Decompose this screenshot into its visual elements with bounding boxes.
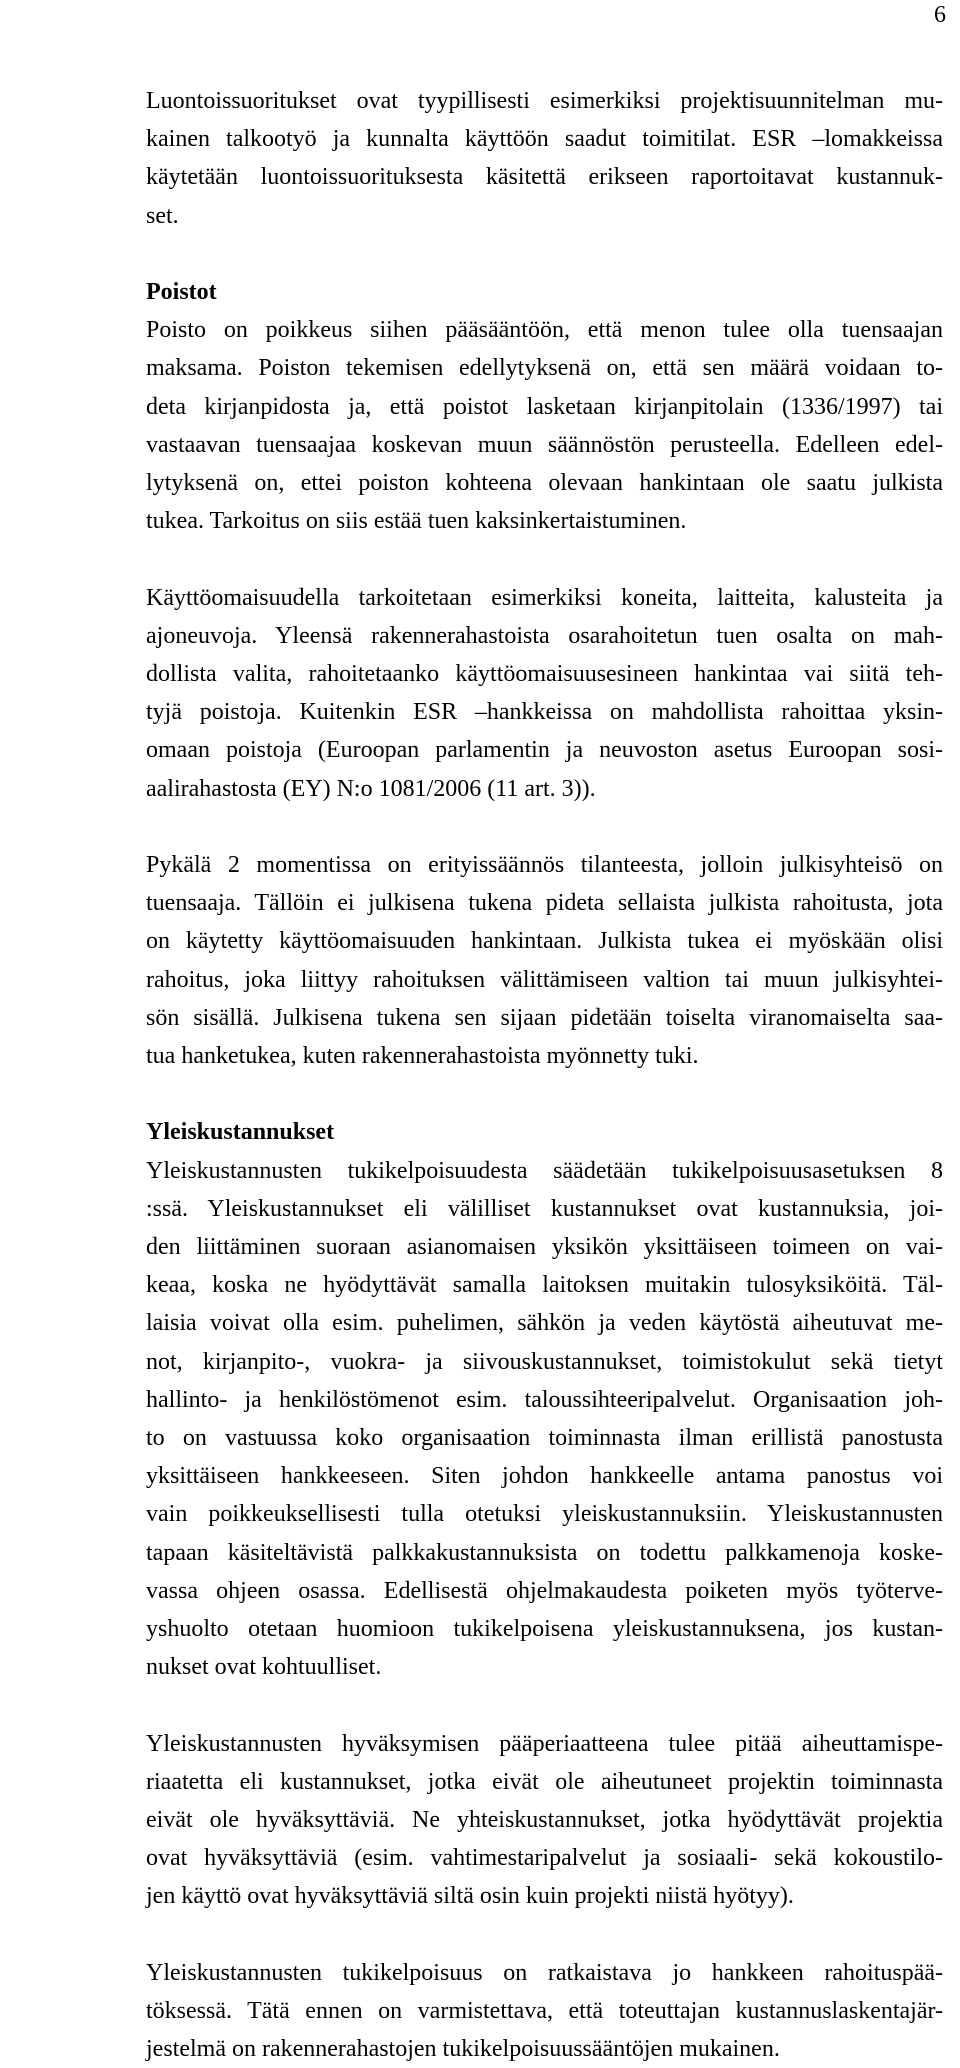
text-line: jestelmä on rakennerahastojen tukikelpoisuussääntöjen mukainen. [146,2036,780,2063]
paragraph-gap [146,1916,943,1954]
paragraph [146,82,943,235]
document-body [146,82,943,2068]
text-line: tua hanketukea, kuten rakennerahastoista myönnetty tuki. [146,1043,699,1070]
paragraph-gap [146,1686,943,1724]
page-number: 6 [934,2,946,28]
text-line: nukset ovat kohtuulliset. [146,1654,382,1681]
text-line: vain poikkeuksellisesti tulla otetuksi yleiskustannuksiin. Yleiskustannusten [146,1501,943,1528]
text-line: omaan poistoja (Euroopan parlamentin ja neuvoston asetus Euroopan sosi- [146,737,943,764]
text-line: eivät ole hyväksyttäviä. Ne yhteiskustannukset, jotka hyödyttävät projektia [146,1807,943,1834]
text-line: aalirahastosta (EY) N:o 1081/2006 (11 art. 3)). [146,775,596,802]
paragraph-gap [146,1075,943,1113]
text-line: deta kirjanpidosta ja, että poistot lasketaan kirjanpitolain (1336/1997) tai [146,393,943,420]
text-line: ovat hyväksyttäviä (esim. vahtimestaripalvelut ja sosiaali- sekä kokoustilo- [146,1845,943,1872]
text-line: Yleiskustannusten tukikelpoisuus on ratkaistava jo hankkeen rahoituspää- [146,1959,943,1986]
paragraph [146,273,943,540]
text-line: sön sisällä. Julkisena tukena sen sijaan pidetään toiselta viranomaiselta saa- [146,1004,943,1031]
text-line: :ssä. Yleiskustannukset eli välilliset kustannukset ovat kustannuksia, joi- [146,1195,943,1222]
text-line: hallinto- ja henkilöstömenot esim. taloussihteeripalvelut. Organisaation joh- [146,1386,943,1413]
text-line: to on vastuussa koko organisaation toiminnasta ilman erillistä panostusta [146,1425,943,1452]
text-line: Käyttöomaisuudella tarkoitetaan esimerkiksi koneita, laitteita, kalusteita ja [146,584,943,611]
paragraph [146,1113,943,1686]
text-line: yksittäiseen hankkeeseen. Siten johdon hankkeelle antama panostus voi [146,1463,943,1490]
paragraph-gap [146,235,943,273]
text-line: vassa ohjeen osassa. Edellisestä ohjelmakaudesta poiketen myös työterve- [146,1577,943,1604]
text-line: tuensaaja. Tällöin ei julkisena tukena pideta sellaista julkista rahoitusta, jota [146,890,943,917]
text-line: vastaavan tuensaajaa koskevan muun säännöstön perusteella. Edelleen edel- [146,431,943,458]
section-heading: Yleiskustannukset [146,1119,335,1146]
text-line: dollista valita, rahoitetaanko käyttöomaisuusesineen hankintaa vai siitä teh- [146,661,943,688]
text-line: rahoitus, joka liittyy rahoituksen välittämiseen valtion tai muun julkisyhtei- [146,966,943,993]
paragraph-gap [146,540,943,578]
text-line: Yleiskustannusten hyväksymisen pääperiaatteena tulee pitää aiheuttamispe- [146,1730,943,1757]
paragraph [146,579,943,808]
text-line: lytyksenä on, ettei poiston kohteena olevaan hankintaan ole saatu julkista [146,470,943,497]
text-line: yshuolto otetaan huomioon tukikelpoisena yleiskustannuksena, jos kustan- [146,1616,943,1643]
text-line: Yleiskustannusten tukikelpoisuudesta säädetään tukikelpoisuusasetuksen 8 [146,1157,943,1184]
text-line: käytetään luontoissuorituksesta käsitettä erikseen raportoitavat kustannuk- [146,164,943,191]
text-line: not, kirjanpito-, vuokra- ja siivouskustannukset, toimistokulut sekä tietyt [146,1348,943,1375]
paragraph [146,1954,943,2068]
text-line: riaatetta eli kustannukset, jotka eivät ole aiheutuneet projektin toiminnasta [146,1768,943,1795]
text-line: ajoneuvoja. Yleensä rakennerahastoista osarahoitetun tuen osalta on mah- [146,622,943,649]
text-line: den liittäminen suoraan asianomaisen yksikön yksittäiseen toimeen on vai- [146,1234,943,1261]
text-line: jen käyttö ovat hyväksyttäviä siltä osin kuin projekti niistä hyötyy). [146,1883,794,1910]
text-line: Pykälä 2 momentissa on erityissäännös tilanteesta, jolloin julkisyhteisö on [146,852,943,879]
text-line: set. [146,202,179,229]
text-line: Luontoissuoritukset ovat tyypillisesti esimerkiksi projektisuunnitelman mu- [146,88,943,114]
text-line: maksama. Poiston tekemisen edellytyksenä on, että sen määrä voidaan to- [146,355,943,382]
paragraph [146,1725,943,1916]
text-line: keaa, koska ne hyödyttävät samalla laitoksen muitakin tulosyksiköitä. Täl- [146,1272,943,1299]
text-line: Poisto on poikkeus siihen pääsääntöön, että menon tulee olla tuensaajan [146,317,943,344]
text-line: on käytetty käyttöomaisuuden hankintaan. Julkista tukea ei myöskään olisi [146,928,943,955]
text-line: tukea. Tarkoitus on siis estää tuen kaksinkertaistuminen. [146,508,687,535]
text-line: tyjä poistoja. Kuitenkin ESR –hankkeissa on mahdollista rahoittaa yksin- [146,699,943,726]
text-line: kainen talkootyö ja kunnalta käyttöön saadut toimitilat. ESR –lomakkeissa [146,126,943,153]
section-heading: Poistot [146,279,217,305]
paragraph-gap [146,808,943,846]
text-line: töksessä. Tätä ennen on varmistettava, että toteuttajan kustannuslaskentajär- [146,1998,943,2025]
text-line: laisia voivat olla esim. puhelimen, sähkön ja veden käytöstä aiheutuvat me- [146,1310,943,1337]
text-line: tapaan käsiteltävistä palkkakustannuksista on todettu palkkamenoja koske- [146,1539,943,1566]
paragraph [146,846,943,1075]
